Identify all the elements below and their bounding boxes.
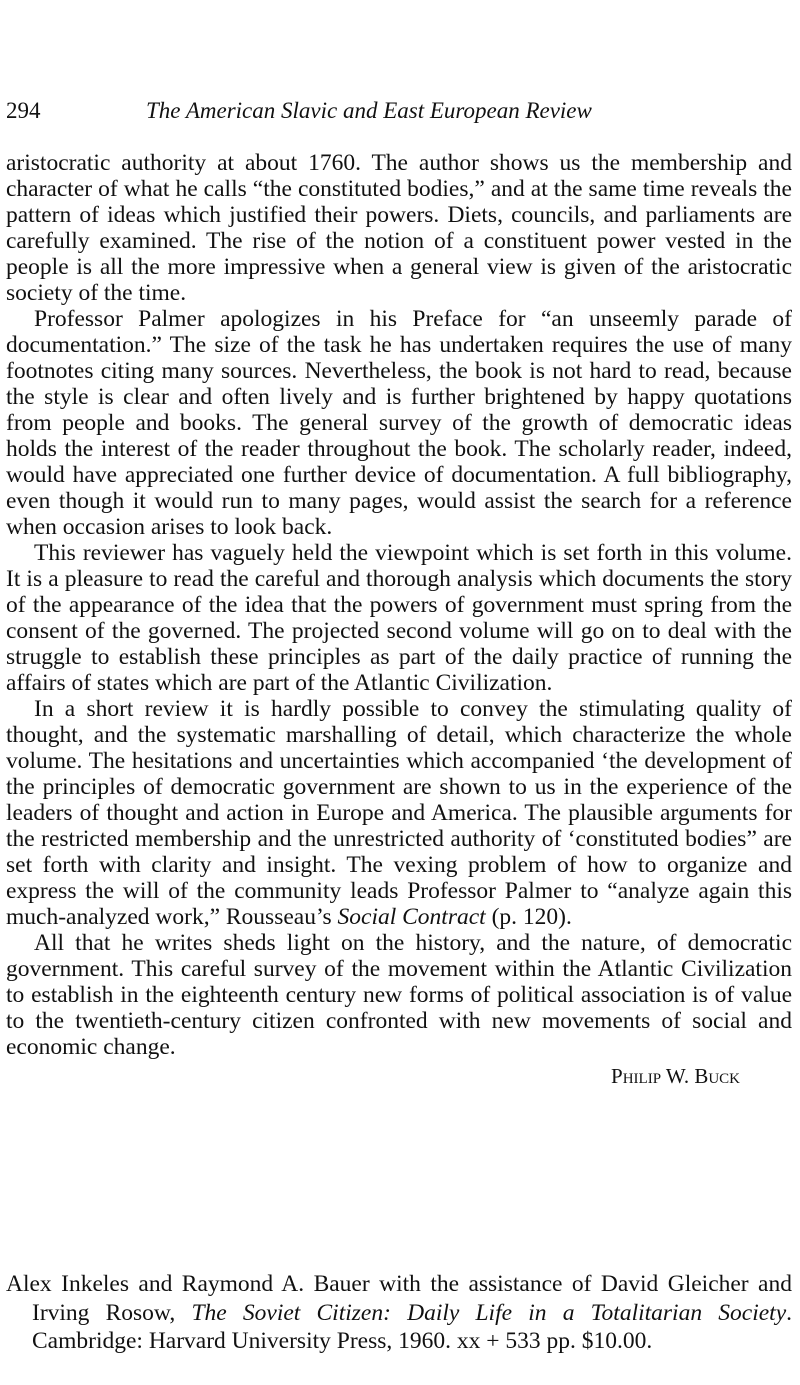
book-publication-details: . Cambridge: Harvard University Press, 1960. xx + 533 pp. $10.00. xyxy=(32,1299,792,1354)
paragraph-4-citation: (p. 120). xyxy=(485,904,572,930)
book-title: The Soviet Citizen: Daily Life in a Totalitarian Society xyxy=(191,1299,787,1326)
book-citation xyxy=(6,1270,792,1356)
review-paragraph-2: Professor Palmer apologizes in his Preface for “an unseemly parade of documentation.” The size of the task he has undertaken requires the use of many footnotes citing many sources. Nevertheless, the book is not hard to read, because the style is clear and often lively and is further brightened by happy quotations from people and books. The general survey of the growth of democratic ideas holds the interest of the reader throughout the book. The scholarly reader, indeed, would have appreciated one further device of documentation. A full bibliography, even though it would run to many pages, would assist the search for a reference when occasion arises to look back. xyxy=(6,306,792,540)
next-review-citation-block xyxy=(6,1270,792,1356)
journal-title: The American Slavic and East European Review xyxy=(146,98,592,123)
review-paragraph-5: All that he writes sheds light on the history, and the nature, of democratic government. This careful survey of the movement within the Atlantic Civilization to establish in the eighteenth century new forms of political association is of value to the twentieth-century citizen confronted with new movements of social and economic change. xyxy=(6,930,792,1060)
paragraph-4-text: In a short review it is hardly possible to convey the stimulating quality of thought, and the systematic marshalling of detail, which characterize the whole volume. The hesitations and uncertainties which accompanied ‘the development of the principles of democratic government are shown to us in the experience of the leaders of thought and action in Europe and America. The plausible arguments for the restricted membership and the unrestricted authority of ‘constituted bodies” are set forth with clarity and insight. The vexing problem of how to organize and express the will of the community leads Professor Palmer to “analyze again this much-analyzed work,” Rousseau’s xyxy=(6,696,792,930)
review-paragraph-3: This reviewer has vaguely held the viewpoint which is set forth in this volume. It is a pleasure to read the careful and thorough analysis which documents the story of the appearance of the idea that the powers of government must spring from the consent of the governed. The projected second volume will go on to deal with the struggle to establish these principles as part of the daily practice of running the affairs of states which are part of the Atlantic Civilization. xyxy=(6,540,792,696)
social-contract-title: Social Contract xyxy=(337,904,486,930)
page-number: 294 xyxy=(6,98,41,123)
reviewer-signature: Philip W. Buck xyxy=(611,1064,740,1088)
review-body xyxy=(6,150,792,1090)
review-paragraph-1: aristocratic authority at about 1760. The author shows us the membership and character of what he calls “the constituted bodies,” and at the same time reveals the pattern of ideas which justified their powers. Diets, councils, and parliaments are carefully examined. The rise of the notion of a constituent power vested in the people is all the more impressive when a general view is given of the aristocratic society of the time. xyxy=(6,150,792,306)
running-header xyxy=(6,94,796,128)
book-authors: Alex Inkeles and Raymond A. Bauer with the assistance of David Gleicher and Irving Rosow, xyxy=(6,1271,792,1326)
review-paragraph-4 xyxy=(6,696,792,930)
